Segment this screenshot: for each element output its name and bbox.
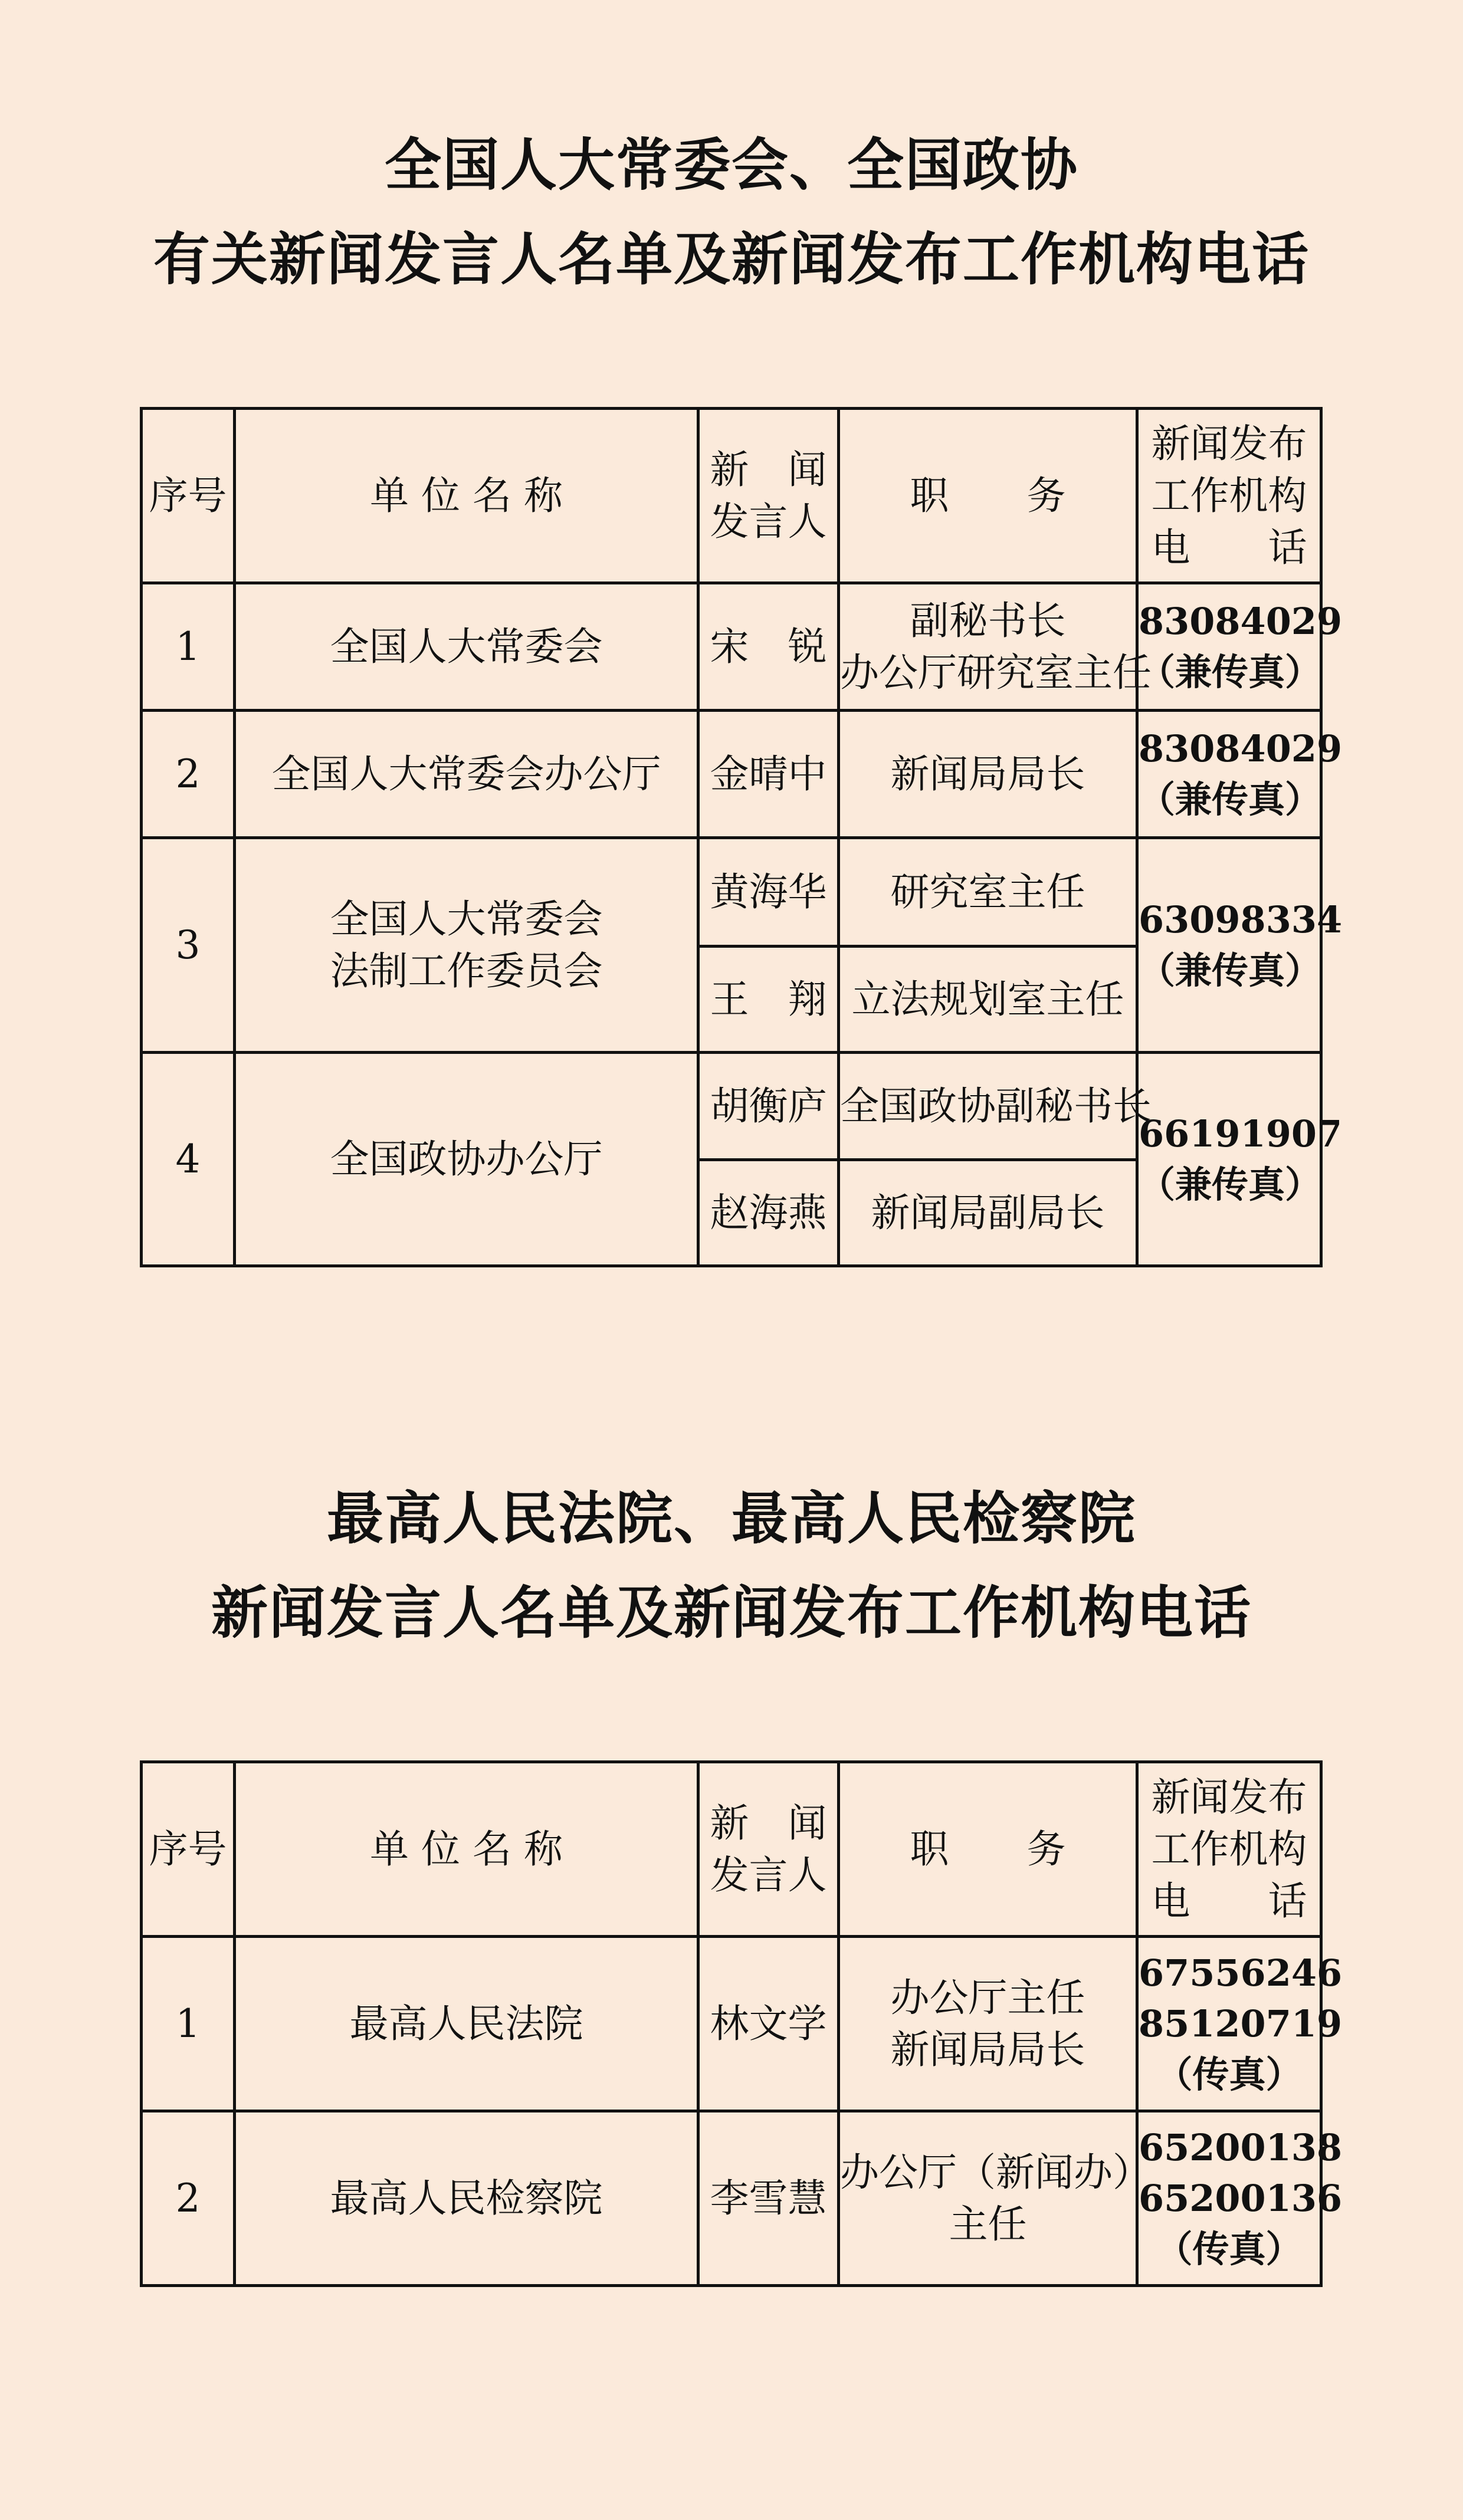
row-phone-note: （兼传真） xyxy=(1139,777,1322,821)
row-spokesman: 李雪慧 xyxy=(698,2111,839,2286)
row-unit: 全国政协办公厅 xyxy=(235,1053,698,1266)
row-phone xyxy=(1137,838,1343,1053)
table-row xyxy=(142,1937,1321,2111)
row-spokesman: 黄海华 xyxy=(698,838,839,947)
header-phone-l3: 电 话 xyxy=(1151,524,1307,570)
row-seq: 4 xyxy=(142,1053,235,1266)
header-phone-l1: 新闻发布 xyxy=(1151,420,1307,466)
header-phone-l3: 电 话 xyxy=(1151,1878,1307,1924)
section2-table xyxy=(140,1760,1343,2287)
row-seq: 3 xyxy=(142,838,235,1053)
header-spokesman-l1: 新 闻 xyxy=(710,446,827,492)
row-position xyxy=(839,1937,1137,2111)
row-phone-number: 66191907 xyxy=(1139,1112,1343,1155)
header-spokesman xyxy=(698,1762,839,1937)
row-spokesman: 胡衡庐 xyxy=(698,1053,839,1160)
row-seq: 2 xyxy=(142,2111,235,2286)
header-phone xyxy=(1137,409,1321,583)
header-phone-l2: 工作机构 xyxy=(1151,472,1307,518)
section1-title-line1: 全国人大常委会、全国政协 xyxy=(385,132,1078,198)
header-phone-l2: 工作机构 xyxy=(1151,1826,1307,1872)
section2-title xyxy=(0,1471,1463,1660)
row-unit-l1: 全国人大常委会 xyxy=(330,896,603,942)
section1-title-line2: 有关新闻发言人名单及新闻发布工作机构电话 xyxy=(153,226,1310,293)
row-spokesman: 赵海燕 xyxy=(698,1160,839,1266)
row-seq: 1 xyxy=(142,583,235,711)
row-seq: 2 xyxy=(142,711,235,838)
row-position: 立法规划室主任 xyxy=(839,947,1137,1053)
row-phone xyxy=(1137,711,1343,838)
table-row xyxy=(142,711,1321,838)
table-row xyxy=(142,1053,1321,1160)
row-phone-note: （传真） xyxy=(1156,2052,1303,2096)
row-phone-number: 65200136 xyxy=(1139,2176,1343,2220)
header-position: 职 务 xyxy=(839,1762,1137,1937)
row-phone-note: （传真） xyxy=(1156,2227,1303,2271)
row-position xyxy=(839,2111,1152,2286)
row-spokesman: 王 翔 xyxy=(698,947,839,1053)
header-spokesman xyxy=(698,409,839,583)
row-phone xyxy=(1137,1937,1343,2111)
section1-title xyxy=(0,118,1463,307)
row-unit: 全国人大常委会办公厅 xyxy=(235,711,698,838)
header-unit: 单 位 名 称 xyxy=(235,1762,698,1937)
row-position-l2: 办公厅研究室主任 xyxy=(840,649,1152,695)
header-spokesman-l2: 发言人 xyxy=(710,498,827,544)
header-spokesman-l2: 发言人 xyxy=(710,1852,827,1898)
header-phone-l1: 新闻发布 xyxy=(1151,1774,1307,1820)
row-phone-number: 67556246 xyxy=(1139,1951,1343,1995)
section2-title-line2: 新闻发言人名单及新闻发布工作机构电话 xyxy=(211,1579,1252,1646)
row-position xyxy=(839,583,1152,711)
row-spokesman: 宋 锐 xyxy=(698,583,839,711)
table-header-row xyxy=(142,409,1321,583)
row-position-l1: 办公厅主任 xyxy=(890,1974,1085,2020)
row-unit: 全国人大常委会 xyxy=(235,583,698,711)
row-spokesman: 金晴中 xyxy=(698,711,839,838)
row-phone xyxy=(1137,583,1343,711)
header-seq: 序号 xyxy=(142,409,235,583)
row-phone xyxy=(1137,2111,1343,2286)
table-header-row xyxy=(142,1762,1321,1937)
row-phone-number: 63098334 xyxy=(1139,898,1343,941)
row-position-l1: 办公厅（新闻办） xyxy=(840,2149,1152,2195)
row-position-l2: 主任 xyxy=(949,2201,1027,2247)
row-phone-note: （兼传真） xyxy=(1139,948,1322,992)
header-spokesman-l1: 新 闻 xyxy=(710,1800,827,1846)
section1-table xyxy=(140,407,1343,1267)
table-row xyxy=(142,583,1321,711)
header-position: 职 务 xyxy=(839,409,1137,583)
table-row xyxy=(142,838,1321,947)
row-unit xyxy=(235,838,698,1053)
header-phone xyxy=(1137,1762,1321,1937)
header-seq: 序号 xyxy=(142,1762,235,1937)
header-unit: 单 位 名 称 xyxy=(235,409,698,583)
row-spokesman: 林文学 xyxy=(698,1937,839,2111)
row-unit: 最高人民检察院 xyxy=(235,2111,698,2286)
row-phone-number: 83084029 xyxy=(1139,727,1343,770)
row-phone-note: （兼传真） xyxy=(1139,1162,1322,1206)
row-phone xyxy=(1137,1053,1343,1266)
row-phone-number: 85120719 xyxy=(1139,2002,1343,2045)
section2-title-line1: 最高人民法院、最高人民检察院 xyxy=(327,1485,1136,1552)
row-phone-number: 65200138 xyxy=(1139,2125,1343,2169)
row-position: 研究室主任 xyxy=(839,838,1137,947)
row-unit-l2: 法制工作委员会 xyxy=(330,948,603,994)
table-row xyxy=(142,2111,1321,2286)
row-phone-number: 83084029 xyxy=(1139,599,1343,643)
row-position-l1: 副秘书长 xyxy=(910,597,1066,643)
row-position: 新闻局副局长 xyxy=(839,1160,1137,1266)
row-unit: 最高人民法院 xyxy=(235,1937,698,2111)
row-seq: 1 xyxy=(142,1937,235,2111)
row-phone-note: （兼传真） xyxy=(1139,650,1322,694)
row-position-l2: 新闻局局长 xyxy=(890,2026,1085,2072)
row-position: 新闻局局长 xyxy=(839,711,1137,838)
row-position: 全国政协副秘书长 xyxy=(839,1053,1137,1160)
